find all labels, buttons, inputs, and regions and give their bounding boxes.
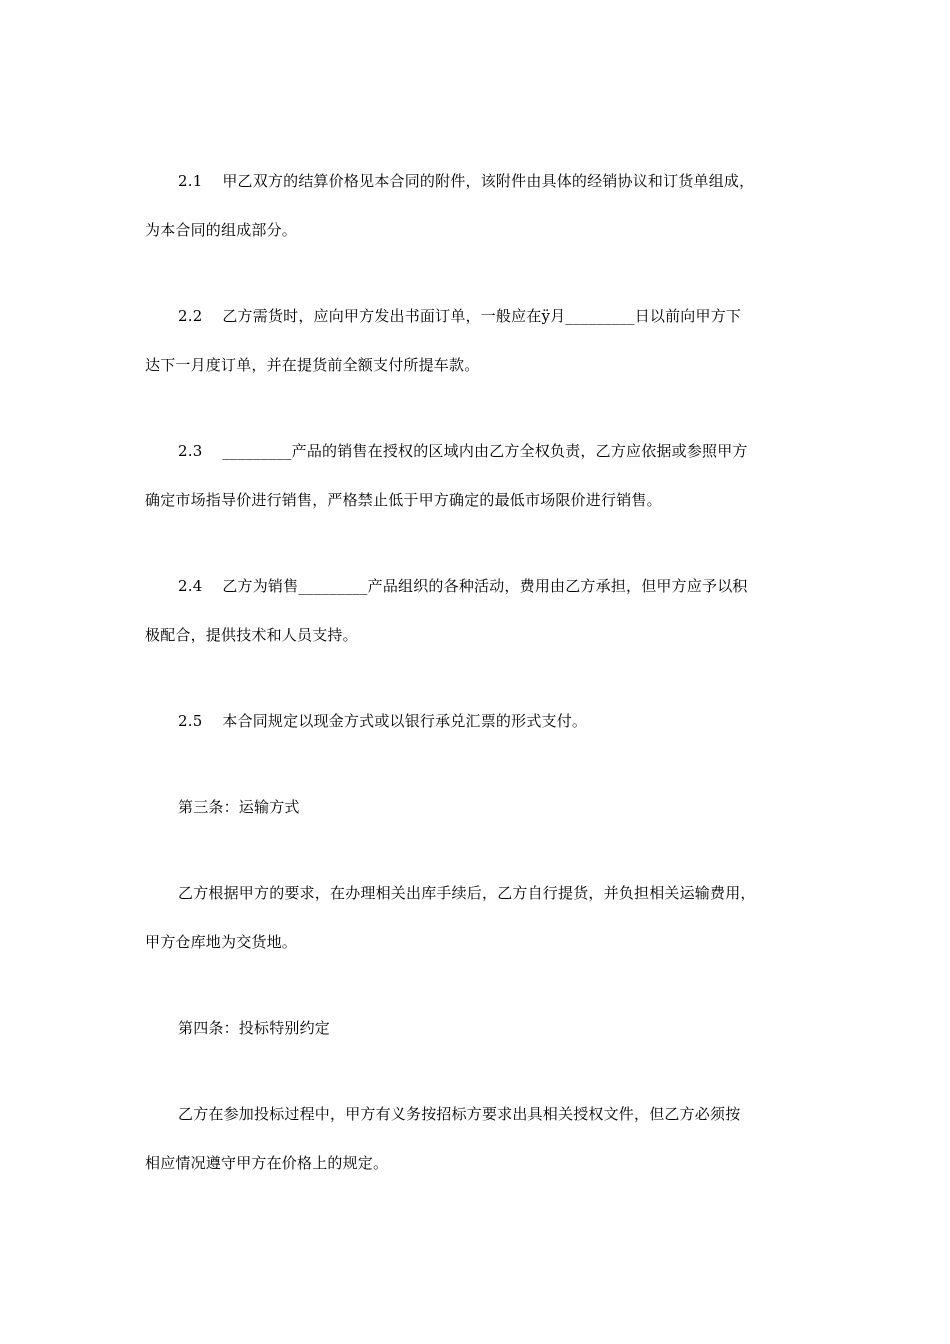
paragraph-2-5-line-1: 2.5 本合同规定以现金方式或以银行承兑汇票的形式支付。: [178, 712, 588, 730]
paragraph-2-3-line-1: 2.3 _________产品的销售在授权的区域内由乙方全权负责，乙方应依据或参照甲方: [178, 442, 748, 460]
paragraph-2-2-line-1: 2.2 乙方需货时，应向甲方发出书面订单，一般应在ÿ月_________日以前向甲方下: [178, 307, 742, 325]
paragraph-2-1-line-1: 2.1 甲乙双方的结算价格见本合同的附件，该附件由具体的经销协议和订货单组成，: [178, 172, 755, 190]
paragraph-2-4-line-1: 2.4 乙方为销售_________产品组织的各种活动，费用由乙方承担，但甲方应予以积: [178, 577, 748, 595]
article-3-heading: 第三条：运输方式: [178, 798, 300, 816]
article-4-body-line-1: 乙方在参加投标过程中，甲方有义务按招标方要求出具相关授权文件，但乙方必须按: [178, 1105, 741, 1123]
article-3-body-line-2: 甲方仓库地为交货地。: [145, 933, 298, 951]
article-4-heading: 第四条：投标特别约定: [178, 1019, 331, 1037]
paragraph-2-2-line-2: 达下一月度订单，并在提货前全额支付所提车款。: [145, 356, 480, 374]
article-4-body-line-2: 相应情况遵守甲方在价格上的规定。: [145, 1154, 389, 1172]
paragraph-2-3-line-2: 确定市场指导价进行销售，严格禁止低于甲方确定的最低市场限价进行销售。: [145, 491, 662, 509]
article-3-body-line-1: 乙方根据甲方的要求，在办理相关出库手续后，乙方自行提货，并负担相关运输费用，: [178, 884, 756, 902]
paragraph-2-1-line-2: 为本合同的组成部分。: [145, 221, 298, 239]
paragraph-2-4-line-2: 极配合，提供技术和人员支持。: [145, 626, 358, 644]
